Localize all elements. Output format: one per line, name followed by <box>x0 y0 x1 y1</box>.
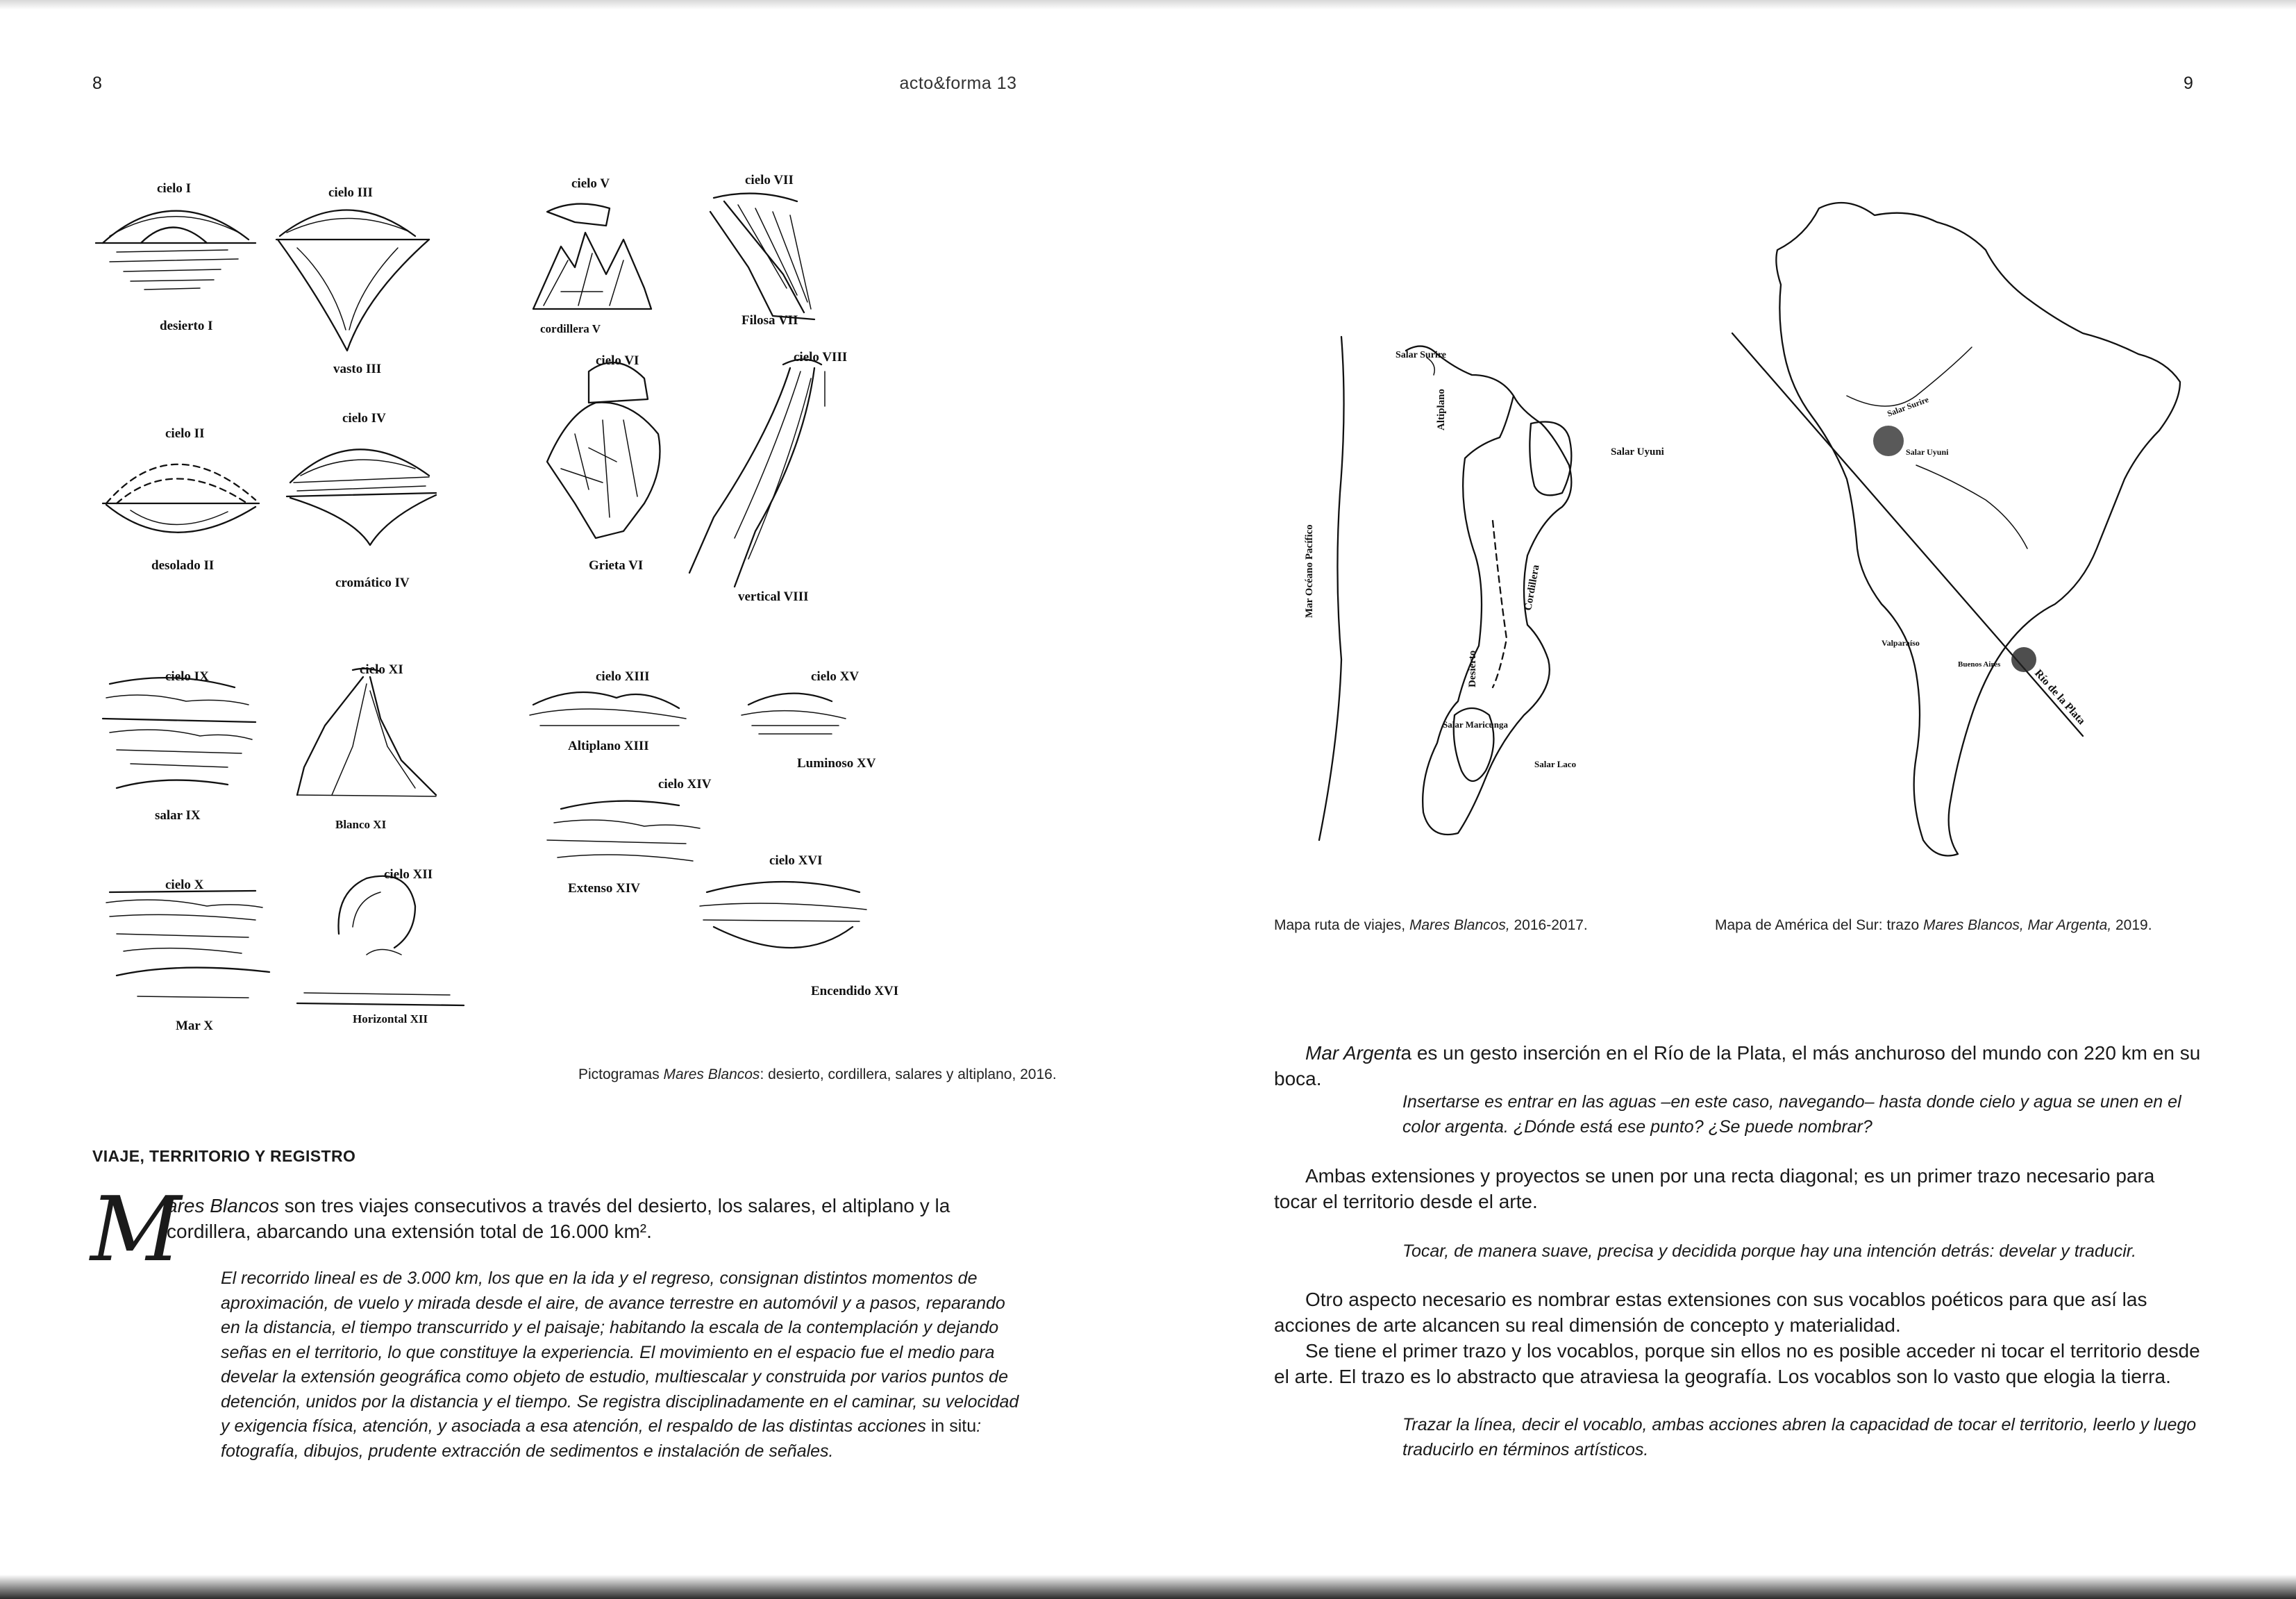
label-cielo-iii: cielo III <box>328 185 373 200</box>
sa-label-salar-uyuni: Salar Uyuni <box>1906 447 1949 457</box>
label-filosa-vii: Filosa VII <box>741 313 798 328</box>
mar-argenta-rest: a es un gesto inserción en el Río de la Plata, el más anchuroso del mundo con 220 km en su boca. <box>1274 1042 2201 1089</box>
label-cielo-xv: cielo XV <box>811 669 860 684</box>
pictogram-desierto-i <box>96 181 255 333</box>
label-vertical-viii: vertical VIII <box>738 589 809 604</box>
label-cielo-xvi: cielo XVI <box>769 853 823 868</box>
quote-tocar: Tocar, de manera suave, precisa y decidida porque hay una intención detrás: develar y traducir. <box>1402 1241 2137 1261</box>
label-extenso-xiv: Extenso XIV <box>568 881 640 896</box>
caption-route-post: 2016-2017. <box>1509 917 1588 933</box>
label-grieta-vi: Grieta VI <box>589 558 644 573</box>
mar-argenta-italic: Mar Argent <box>1305 1042 1401 1064</box>
label-cielo-xi: cielo XI <box>360 662 403 677</box>
route-label-salar-uyuni: Salar Uyuni <box>1611 446 1664 458</box>
caption-sa-italic: Mares Blancos, Mar Argenta, <box>1922 917 2112 933</box>
caption-pictograms-pre: Pictogramas <box>578 1066 664 1082</box>
label-cielo-ix: cielo IX <box>165 669 209 684</box>
quote-trazar: Trazar la línea, decir el vocablo, ambas acciones abren la capacidad de tocar el territorio, leerlo y luego traducirlo en términos artísticos. <box>1402 1415 2197 1459</box>
page-number-left: 8 <box>92 74 102 93</box>
caption-sa-post: 2019. <box>2111 917 2152 933</box>
label-cielo-vi: cielo VI <box>596 353 639 368</box>
pictogram-encendido-xvi <box>700 853 898 998</box>
pictogram-desolado-ii <box>103 426 259 573</box>
caption-south-america-map <box>1715 917 2152 934</box>
lead-rest: son tres viajes consecutivos a través del desierto, los salares, el altiplano y la cordillera, abarcando una extensión total de 16.000 km². <box>167 1195 950 1242</box>
label-desolado-ii: desolado II <box>151 558 215 573</box>
caption-pictograms-italic: Mares Blancos <box>663 1066 760 1082</box>
rio-de-la-plata-marker <box>2011 647 2036 672</box>
caption-route-italic: Mares Blancos, <box>1409 917 1510 933</box>
label-cielo-ii: cielo II <box>165 426 205 441</box>
quote-left-b: : fotografía, dibujos, prudente extracción de sedimentos e instalación de señales. <box>221 1416 982 1461</box>
quote-recorrido <box>221 1266 1021 1464</box>
route-label-salar-surire: Salar Surire <box>1396 350 1446 360</box>
sa-label-rio-de-la-plata: Río de la Plata <box>2032 667 2088 727</box>
paragraph-ambas-extensiones <box>1274 1163 2201 1214</box>
pictograms-drawing <box>89 170 936 1038</box>
label-mar-x: Mar X <box>176 1019 213 1033</box>
lead-italic: ares Blancos <box>167 1195 279 1216</box>
caption-route-pre: Mapa ruta de viajes, <box>1274 917 1409 933</box>
pictogram-luminoso-xv <box>741 669 876 771</box>
pictogram-cromatico-iv <box>287 411 436 590</box>
label-cielo-xii: cielo XII <box>384 867 433 882</box>
label-cielo-iv: cielo IV <box>342 411 386 426</box>
pictogram-extenso-xiv <box>547 777 712 896</box>
label-cielo-x: cielo X <box>165 878 204 892</box>
sa-label-valparaiso: Valparaíso <box>1882 638 1920 648</box>
label-vasto-iii: vasto III <box>333 362 382 376</box>
pictogram-mar-x <box>106 878 269 1033</box>
caption-route-map <box>1274 917 1588 934</box>
route-label-salar-laco: Salar Laco <box>1534 759 1577 769</box>
sa-label-salar-surire: Salar Surire <box>1886 394 1930 419</box>
label-cordillera-v: cordillera V <box>540 322 601 335</box>
route-label-cordillera: Cordillera <box>1523 564 1542 612</box>
drop-cap: M <box>90 1178 182 1282</box>
label-desierto-i: desierto I <box>160 319 213 333</box>
route-label-pacific: Mar Océano Pacífico <box>1304 524 1315 618</box>
label-altiplano-xiii: Altiplano XIII <box>568 739 649 753</box>
label-salar-ix: salar IX <box>155 808 201 823</box>
primer-trazo-text: Se tiene el primer trazo y los vocablos, porque sin ellos no es posible acceder ni tocar el territorio desde el arte. El trazo es lo abstracto que atraviesa la geografía. Los vocablos son lo vasto que elogia la tierra. <box>1274 1340 2200 1387</box>
route-map-drawing <box>1291 326 1680 847</box>
label-cielo-v: cielo V <box>571 176 610 191</box>
lead-paragraph <box>167 1193 1021 1244</box>
otro-aspecto-text: Otro aspecto necesario es nombrar estas extensiones con sus vocablos poéticos para que así las acciones de arte alcancen su real dimensión de concepto y materialidad. <box>1274 1289 2147 1336</box>
pictogram-horizontal-xii <box>297 867 464 1025</box>
quote-insertarse: Insertarse es entrar en las aguas –en este caso, navegando– hasta donde cielo y agua se unen en el color argenta. ¿Dónde está ese punto? ¿Se puede nombrar? <box>1402 1092 2181 1137</box>
label-luminoso-xv: Luminoso XV <box>797 756 876 771</box>
pictogram-vasto-iii <box>276 185 429 376</box>
route-label-altiplano: Altiplano <box>1436 388 1447 430</box>
pictogram-vertical-viii <box>689 350 847 604</box>
pictogram-salar-ix <box>103 669 255 823</box>
caption-sa-pre: Mapa de América del Sur: trazo <box>1715 917 1923 933</box>
caption-pictograms-post: : desierto, cordillera, salares y altiplano, 2016. <box>760 1066 1057 1082</box>
running-header: acto&forma 13 <box>899 74 1017 93</box>
pictogram-blanco-xi <box>297 662 436 831</box>
pictogram-filosa-vii <box>710 173 814 328</box>
label-encendido-xvi: Encendido XVI <box>811 984 899 998</box>
paragraph-otro-aspecto <box>1274 1287 2201 1389</box>
label-cielo-i: cielo I <box>157 181 192 196</box>
route-label-salar-maricunga: Salar Maricunga <box>1443 719 1509 730</box>
caption-pictograms <box>578 1066 1057 1083</box>
pictogram-grieta-vi <box>547 353 660 573</box>
quote-left-roman: in situ <box>930 1416 977 1436</box>
label-cielo-xiv: cielo XIV <box>658 777 712 792</box>
label-cromatico-iv: cromático IV <box>335 576 410 590</box>
sa-label-buenos-aires: Buenos Aires <box>1958 660 2001 669</box>
uyuni-marker <box>1873 426 1904 456</box>
ambas-extensiones-text: Ambas extensiones y proyectos se unen por una recta diagonal; es un primer trazo necesario para tocar el territorio desde el arte. <box>1274 1165 2155 1212</box>
label-cielo-viii: cielo VIII <box>794 350 848 365</box>
label-blanco-xi: Blanco XI <box>335 818 387 831</box>
label-horizontal-xii: Horizontal XII <box>353 1012 428 1025</box>
quote-left-a: El recorrido lineal es de 3.000 km, los que en la ida y el regreso, consignan distintos momentos de aproximación, de vuelo y mirada desde el aire, de avance terrestre en automóvil y a pasos, reparando en la distancia, el tiempo transcurrido y el paisaje; habitando la escala de la contemplación y dejando señas en el territorio, lo que constituye la experiencia. El movimiento en el espacio fue el medio para develar la extensión geográfica como objeto de estudio, multiescalar y construida por varios puntos de detención, unidos por la distancia y el tiempo. Se registra disciplinadamente en el caminar, su velocidad y exigencia física, atención, y asociada a esa atención, el respaldo de las distintas acciones <box>221 1269 1019 1436</box>
page-number-right: 9 <box>2184 74 2193 93</box>
label-cielo-vii: cielo VII <box>745 173 794 187</box>
route-label-desierto: Desierto <box>1467 650 1478 687</box>
pictogram-cordillera-v <box>533 176 651 335</box>
paragraph-mar-argenta <box>1274 1040 2201 1091</box>
window-top-edge <box>0 0 2296 10</box>
window-bottom-edge <box>0 1575 2296 1599</box>
south-america-map-drawing <box>1708 187 2236 868</box>
label-cielo-xiii: cielo XIII <box>596 669 650 684</box>
section-heading: VIAJE, TERRITORIO Y REGISTRO <box>92 1147 356 1165</box>
pictogram-altiplano-xiii <box>530 669 686 753</box>
